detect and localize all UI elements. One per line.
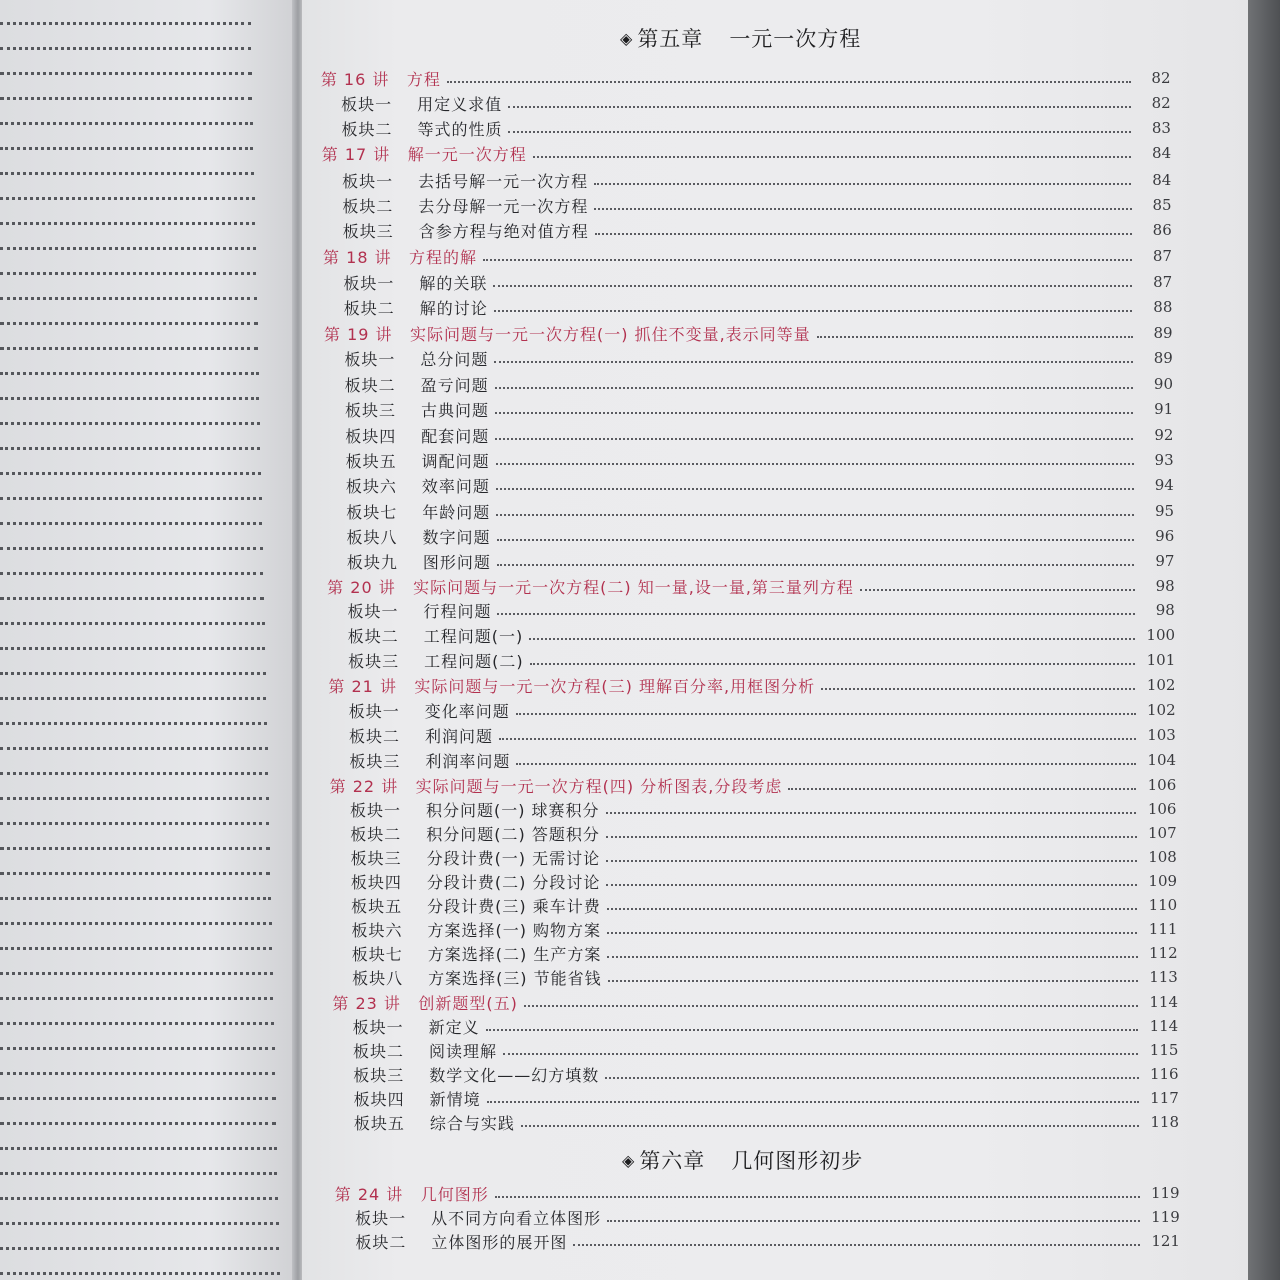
dot-leader — [496, 463, 1134, 465]
block-title: 变化率问题 — [424, 701, 510, 721]
dot-leader — [860, 589, 1135, 591]
dot-leader — [516, 713, 1136, 715]
toc-block-row — [346, 499, 1174, 523]
facing-page-dots — [0, 597, 264, 600]
page-number: 95 — [1154, 502, 1175, 520]
page-number: 93 — [1154, 451, 1174, 469]
dot-leader — [788, 788, 1136, 790]
toc-block-row — [352, 941, 1178, 965]
block-title: 效率问题 — [421, 476, 490, 496]
dot-leader — [521, 1125, 1139, 1127]
toc-lecture-row — [332, 990, 1178, 1014]
dot-leader — [503, 1053, 1138, 1055]
facing-page-dots — [0, 1197, 278, 1200]
block-title: 积分问题(二) 答题积分 — [426, 824, 600, 844]
dot-leader — [447, 81, 1131, 83]
dot-leader — [508, 131, 1130, 133]
toc-block-row — [353, 1038, 1178, 1062]
page-number: 102 — [1146, 676, 1176, 694]
toc-block-row — [347, 598, 1174, 622]
toc-block-row — [352, 965, 1178, 989]
toc-block-row — [346, 448, 1174, 472]
lecture-number: 第 19 讲 — [324, 324, 393, 344]
facing-page-dots — [0, 372, 259, 375]
block-title: 等式的性质 — [417, 119, 503, 139]
page-number: 106 — [1147, 800, 1177, 818]
toc-block-row — [345, 397, 1173, 421]
facing-page-dots — [0, 172, 254, 175]
page-number: 89 — [1153, 349, 1173, 367]
lecture-title: 几何图形 — [420, 1184, 489, 1204]
facing-page-dots — [0, 197, 255, 200]
page-number: 110 — [1148, 896, 1178, 914]
dot-leader — [495, 387, 1133, 389]
toc-block-row — [343, 218, 1172, 242]
facing-page-dots — [0, 897, 271, 900]
page-number: 91 — [1154, 400, 1174, 418]
dot-leader — [606, 860, 1137, 862]
block-number: 板块三 — [353, 1065, 405, 1085]
toc-block-row — [347, 549, 1175, 573]
facing-page-dots — [0, 622, 265, 625]
page-number: 90 — [1153, 375, 1173, 393]
block-number: 板块四 — [350, 872, 402, 892]
facing-page-dots — [0, 547, 263, 550]
block-title: 从不同方向看立体图形 — [431, 1208, 602, 1228]
toc-block-row — [349, 698, 1176, 722]
dot-leader — [821, 688, 1135, 690]
facing-page-dots — [0, 1272, 280, 1275]
facing-page-dots — [0, 647, 265, 650]
toc-block-row — [349, 748, 1176, 772]
block-number: 板块一 — [348, 701, 400, 721]
toc-lecture-row — [328, 673, 1175, 697]
block-number: 板块七 — [346, 502, 398, 522]
toc-block-row — [350, 797, 1177, 821]
toc-block-row — [349, 723, 1176, 747]
lecture-number: 第 20 讲 — [327, 577, 396, 597]
toc-lecture-row — [323, 244, 1172, 268]
facing-page-dots — [0, 1122, 276, 1125]
block-number: 板块三 — [349, 751, 401, 771]
block-number: 板块三 — [344, 400, 396, 420]
page-number: 89 — [1153, 324, 1173, 342]
toc-block-row — [344, 346, 1172, 370]
block-number: 板块二 — [352, 1041, 404, 1061]
facing-page-dots — [0, 722, 267, 725]
dot-leader — [529, 638, 1135, 640]
facing-page-dots — [0, 922, 272, 925]
lecture-number: 第 24 讲 — [334, 1184, 404, 1204]
block-title: 解的关联 — [419, 273, 488, 293]
facing-page-dots — [0, 522, 262, 525]
dot-leader — [496, 514, 1134, 516]
page-number: 112 — [1148, 944, 1178, 962]
chapter-heading — [620, 21, 861, 55]
block-title: 用定义求值 — [417, 94, 503, 114]
block-title: 方案选择(二) 生产方案 — [427, 944, 602, 964]
toc-block-row — [354, 1086, 1179, 1110]
block-title: 图形问题 — [422, 552, 491, 572]
toc-block-row — [353, 1062, 1178, 1086]
dot-leader — [605, 1077, 1138, 1079]
page-number: 121 — [1151, 1232, 1180, 1250]
facing-page-dots — [0, 497, 262, 500]
toc-lecture-row — [335, 1181, 1180, 1205]
block-title: 分段计费(一) 无需讨论 — [426, 848, 601, 868]
block-number: 板块二 — [355, 1232, 407, 1252]
facing-page-dots — [0, 147, 253, 150]
facing-page-dots — [0, 422, 260, 425]
block-number: 板块四 — [353, 1089, 405, 1109]
page-number: 85 — [1152, 196, 1172, 214]
block-title: 配套问题 — [421, 426, 490, 446]
block-number: 板块三 — [342, 221, 394, 241]
dot-leader — [495, 412, 1133, 414]
block-title: 含参方程与绝对值方程 — [418, 221, 589, 241]
facing-page — [0, 0, 300, 1280]
facing-page-dots — [0, 222, 255, 225]
lecture-title: 实际问题与一元一次方程(一) 抓住不变量,表示同等量 — [410, 324, 811, 344]
toc-block-row — [344, 295, 1173, 319]
dot-leader — [530, 663, 1136, 665]
facing-page-dots — [0, 872, 270, 875]
toc-block-row — [341, 91, 1171, 115]
page-number: 96 — [1155, 527, 1175, 545]
dot-leader — [606, 884, 1137, 886]
block-number: 板块一 — [344, 349, 396, 369]
dot-leader — [516, 763, 1136, 765]
page-number: 111 — [1148, 920, 1178, 938]
block-title: 新情境 — [429, 1089, 481, 1109]
block-number: 板块二 — [347, 626, 399, 646]
toc-lecture-row — [330, 773, 1177, 797]
page-number: 113 — [1149, 968, 1178, 986]
toc-lecture-row — [324, 321, 1173, 345]
block-number: 板块一 — [347, 601, 399, 621]
facing-page-dots — [0, 697, 266, 700]
facing-page-dots — [0, 1222, 279, 1225]
block-title: 盈亏问题 — [420, 375, 489, 395]
page-number: 117 — [1150, 1089, 1179, 1107]
lecture-title: 方程的解 — [409, 247, 478, 267]
dot-leader — [499, 738, 1136, 740]
page-number: 87 — [1152, 247, 1172, 265]
facing-page-dots — [0, 572, 263, 575]
toc-block-row — [355, 1229, 1180, 1253]
facing-page-dots — [0, 47, 251, 50]
dot-leader — [497, 564, 1135, 566]
page-number: 97 — [1155, 552, 1175, 570]
dot-leader — [487, 1101, 1139, 1103]
dot-leader — [524, 1005, 1138, 1007]
facing-page-dots — [0, 322, 258, 325]
facing-page-dots — [0, 247, 256, 250]
lecture-number: 第 22 讲 — [329, 776, 399, 796]
block-number: 板块四 — [345, 426, 397, 446]
block-number: 板块二 — [349, 726, 401, 746]
dot-leader — [606, 812, 1137, 814]
diamond-icon: ◈ — [620, 28, 634, 48]
block-number: 板块二 — [341, 119, 393, 139]
page-number: 88 — [1153, 298, 1173, 316]
block-title: 去分母解一元一次方程 — [418, 196, 589, 216]
block-title: 利润率问题 — [425, 751, 511, 771]
facing-page-dots — [0, 947, 272, 950]
page-number: 115 — [1149, 1041, 1179, 1059]
facing-page-dots — [0, 72, 252, 75]
block-title: 积分问题(一) 球赛积分 — [425, 800, 600, 820]
block-title: 方案选择(三) 节能省钱 — [428, 968, 602, 988]
facing-page-dots — [0, 297, 257, 300]
block-title: 数字问题 — [422, 527, 491, 547]
diamond-icon: ◈ — [622, 1150, 636, 1170]
page-number: 84 — [1152, 171, 1172, 189]
chapter-title: 几何图形初步 — [731, 1149, 864, 1173]
lecture-number: 第 21 讲 — [328, 676, 397, 696]
facing-page-dots — [0, 347, 258, 350]
block-number: 板块八 — [346, 527, 398, 547]
block-number: 板块九 — [346, 552, 398, 572]
facing-page-dots — [0, 1097, 276, 1100]
facing-page-dots — [0, 97, 252, 100]
page-number: 83 — [1151, 119, 1171, 137]
block-number: 板块二 — [342, 196, 394, 216]
toc-block-row — [346, 473, 1174, 497]
dot-leader — [483, 259, 1132, 261]
page-number: 119 — [1150, 1184, 1180, 1202]
block-number: 板块二 — [344, 375, 396, 395]
toc-block-row — [351, 845, 1177, 869]
dot-leader — [607, 956, 1137, 958]
facing-page-dots — [0, 822, 269, 825]
toc-block-row — [353, 1014, 1179, 1038]
block-number: 板块一 — [341, 94, 393, 114]
block-title: 数学文化——幻方填数 — [429, 1065, 600, 1085]
block-title: 解的讨论 — [419, 298, 488, 318]
dot-leader — [594, 183, 1131, 185]
toc-block-row — [345, 423, 1173, 447]
dot-leader — [495, 1196, 1140, 1198]
block-title: 古典问题 — [420, 400, 489, 420]
lecture-title: 创新题型(五) — [418, 993, 518, 1013]
facing-page-dots — [0, 797, 269, 800]
chapter-title: 一元一次方程 — [729, 27, 862, 51]
table-surface — [1248, 0, 1280, 1280]
block-title: 工程问题(二) — [424, 651, 524, 671]
page-number: 94 — [1154, 476, 1174, 494]
dot-leader — [607, 932, 1137, 934]
facing-page-dots — [0, 747, 268, 750]
block-title: 新定义 — [428, 1017, 480, 1037]
page-number: 82 — [1151, 69, 1171, 87]
toc-block-row — [348, 648, 1175, 672]
toc-block-row — [342, 193, 1171, 217]
lecture-number: 第 23 讲 — [332, 993, 401, 1013]
page-number: 98 — [1155, 577, 1175, 595]
page-number: 106 — [1147, 776, 1177, 794]
block-number: 板块五 — [351, 896, 403, 916]
toc-lecture-row — [321, 66, 1171, 90]
toc-page — [302, 0, 1252, 1280]
toc-block-row — [341, 116, 1170, 140]
facing-page-dots — [0, 472, 261, 475]
facing-page-dots — [0, 1022, 274, 1025]
toc-block-row — [342, 168, 1171, 192]
block-number: 板块六 — [345, 476, 397, 496]
chapter-heading — [622, 1143, 863, 1177]
block-title: 调配问题 — [421, 451, 490, 471]
toc-block-row — [343, 270, 1172, 294]
dot-leader — [508, 106, 1131, 108]
toc-lecture-row — [322, 141, 1171, 165]
page-number: 104 — [1147, 751, 1177, 769]
toc-block-row — [351, 893, 1177, 917]
page-number: 114 — [1149, 993, 1179, 1011]
facing-page-dots — [0, 1172, 277, 1175]
toc-block-row — [355, 1205, 1180, 1229]
dot-leader — [573, 1244, 1140, 1246]
block-number: 板块七 — [351, 944, 403, 964]
facing-page-dots — [0, 1147, 277, 1150]
toc-block-row — [345, 372, 1173, 396]
facing-page-dots — [0, 22, 251, 25]
page-number: 86 — [1152, 221, 1172, 239]
facing-page-dots — [0, 272, 256, 275]
block-title: 工程问题(一) — [423, 626, 524, 646]
toc-block-row — [351, 917, 1177, 941]
lecture-title: 实际问题与一元一次方程(三) 理解百分率,用框图分析 — [414, 676, 816, 696]
dot-leader — [497, 539, 1135, 541]
facing-page-dots — [0, 772, 268, 775]
block-number: 板块八 — [352, 968, 404, 988]
block-title: 分段计费(三) 乘车计费 — [427, 896, 601, 916]
block-title: 分段计费(二) 分段讨论 — [426, 872, 601, 892]
block-number: 板块五 — [345, 451, 397, 471]
dot-leader — [606, 836, 1137, 838]
page-number: 87 — [1153, 273, 1173, 291]
block-title: 总分问题 — [420, 349, 489, 369]
block-title: 阅读理解 — [428, 1041, 497, 1061]
block-title: 去括号解一元一次方程 — [418, 171, 589, 191]
dot-leader — [817, 336, 1133, 338]
toc-block-row — [354, 1110, 1179, 1134]
page-number: 118 — [1150, 1113, 1180, 1131]
lecture-title: 实际问题与一元一次方程(二) 知一量,设一量,第三量列方程 — [413, 577, 854, 597]
lecture-number: 第 16 讲 — [320, 69, 390, 89]
page-number: 101 — [1146, 651, 1176, 669]
facing-page-dots — [0, 997, 273, 1000]
page-number: 103 — [1147, 726, 1176, 744]
dot-leader — [494, 310, 1133, 312]
facing-page-dots — [0, 447, 260, 450]
block-title: 综合与实践 — [429, 1113, 515, 1133]
page-number: 82 — [1151, 94, 1171, 112]
toc-block-row — [350, 821, 1176, 845]
toc-block-row — [347, 524, 1175, 548]
lecture-title: 解一元一次方程 — [407, 144, 527, 164]
dot-leader — [486, 1029, 1139, 1031]
page-number: 116 — [1149, 1065, 1179, 1083]
dot-leader — [497, 613, 1134, 615]
dot-leader — [595, 233, 1132, 235]
page-number: 119 — [1151, 1208, 1180, 1226]
page-number: 84 — [1152, 144, 1172, 162]
page-number: 102 — [1147, 701, 1176, 719]
chapter-number: 第五章 — [637, 27, 704, 51]
dot-leader — [594, 208, 1131, 210]
lecture-title: 方程 — [406, 69, 441, 89]
block-number: 板块六 — [351, 920, 403, 940]
dot-leader — [607, 908, 1138, 910]
page-number: 92 — [1154, 426, 1174, 444]
toc-block-row — [351, 869, 1177, 893]
toc-lecture-row — [327, 574, 1174, 598]
facing-page-dots — [0, 672, 266, 675]
page-number: 114 — [1149, 1017, 1179, 1035]
block-title: 方案选择(一) 购物方案 — [427, 920, 602, 940]
chapter-number: 第六章 — [639, 1149, 706, 1173]
page-number: 109 — [1148, 872, 1178, 890]
facing-page-dots — [0, 1047, 275, 1050]
facing-page-dots — [0, 122, 253, 125]
block-number: 板块三 — [350, 848, 402, 868]
facing-page-dots — [0, 1247, 279, 1250]
block-title: 年龄问题 — [422, 502, 491, 522]
block-number: 板块一 — [355, 1208, 407, 1228]
block-number: 板块一 — [343, 273, 395, 293]
facing-page-dots — [0, 847, 270, 850]
dot-leader — [533, 156, 1131, 158]
block-number: 板块五 — [353, 1113, 405, 1133]
facing-page-dots — [0, 397, 259, 400]
dot-leader — [608, 980, 1138, 982]
block-number: 板块二 — [343, 298, 395, 318]
dot-leader — [607, 1220, 1140, 1222]
lecture-number: 第 17 讲 — [321, 144, 391, 164]
block-number: 板块一 — [349, 800, 401, 820]
dot-leader — [496, 488, 1134, 490]
facing-page-dots — [0, 972, 273, 975]
block-number: 板块一 — [352, 1017, 404, 1037]
block-number: 板块三 — [348, 651, 400, 671]
block-number: 板块二 — [350, 824, 402, 844]
page-number: 108 — [1148, 848, 1177, 866]
block-title: 行程问题 — [423, 601, 492, 621]
lecture-number: 第 18 讲 — [323, 247, 392, 267]
facing-page-dots — [0, 1072, 275, 1075]
block-title: 立体图形的展开图 — [431, 1232, 568, 1252]
dot-leader — [493, 285, 1132, 287]
page-number: 107 — [1148, 824, 1177, 842]
page-number: 100 — [1146, 626, 1176, 644]
lecture-title: 实际问题与一元一次方程(四) 分析图表,分段考虑 — [415, 776, 783, 796]
block-number: 板块一 — [342, 171, 394, 191]
page-number: 98 — [1155, 601, 1175, 619]
dot-leader — [494, 361, 1132, 363]
dot-leader — [495, 438, 1133, 440]
toc-block-row — [348, 623, 1175, 647]
block-title: 利润问题 — [425, 726, 494, 746]
